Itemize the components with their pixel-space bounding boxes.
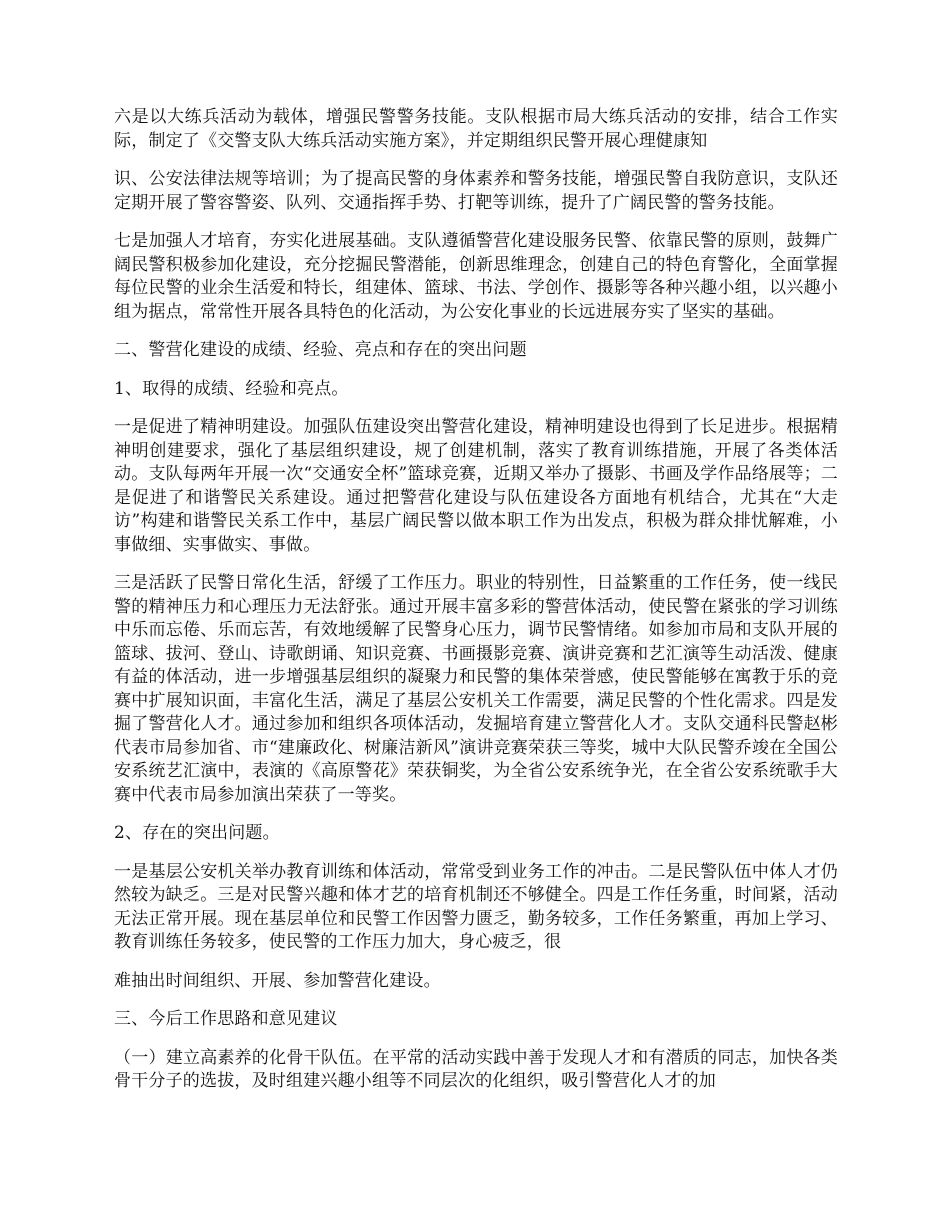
subsection-heading: 2、存在的突出问题。 <box>114 823 280 843</box>
section-heading: 二、警营化建设的成绩、经验、亮点和存在的突出问题 <box>114 340 527 360</box>
paragraph: 识、公安法律法规等培训；为了提高民警的身体素养和警务技能，增强民警自我防意识，支队还定期开展了警容警姿、队列、交通指挥手势、打靶等训练，提升了广阔民警的警务技能。 <box>114 169 838 213</box>
document-body <box>114 106 838 1109</box>
section-heading: 三、今后工作思路和意见建议 <box>114 1009 338 1029</box>
paragraph: （一）建立高素养的化骨干队伍。在平常的活动实践中善于发现人才和有潜质的同志，加快各类骨干分子的选拔，及时组建兴趣小组等不同层次的化组织，吸引警营化人才的加 <box>114 1047 838 1091</box>
paragraph: 六是以大练兵活动为载体，增强民警警务技能。支队根据市局大练兵活动的安排，结合工作实际，制定了《交警支队大练兵活动实施方案》，并定期组织民警开展心理健康知 <box>114 107 838 151</box>
subsection-heading: 1、取得的成绩、经验和亮点。 <box>114 378 349 399</box>
paragraph: 三是活跃了民警日常化生活，舒缓了工作压力。职业的特别性，日益繁重的工作任务，使一线民警的精神压力和心理压力无法舒张。通过开展丰富多彩的警营体活动，使民警在紧张的学习训练中乐而忘倦、乐而忘苦，有效地缓解了民警身心压力，调节民警情绪。如参加市局和支队开展的篮球、拔河、登山、诗歌朗诵、知识竞赛、书画摄影竞赛、演讲竞赛和艺汇演等生动活泼、健康有益的体活动，进一步增强基层组织的凝聚力和民警的集体荣誉感，使民警能够在寓教于乐的竞赛中扩展知识面，丰富化生活，满足了基层公安机关工作需要，满足民警的个性化需求。四是发掘了警营化人才。通过参加和组织各项体活动，发掘培育建立警营化人才。支队交通科民警赵彬代表市局参加省、市“建廉政化、树廉洁新风”演讲竞赛荣获三等奖，城中大队民警乔竣在全国公安系统艺汇演中，表演的《高原警花》荣获铜奖，为全省公安系统争光，在全省公安系统歌手大赛中代表市局参加演出荣获了一等奖。 <box>114 573 838 805</box>
paragraph: 七是加强人才培育，夯实化进展基础。支队遵循警营化建设服务民警、依靠民警的原则，鼓舞广阔民警积极参加化建设，充分挖掘民警潜能，创新思维理念，创建自己的特色育警化，全面掌握每位民警的业余生活爱和特长，组建体、篮球、书法、学创作、摄影等各种兴趣小组，以兴趣小组为据点，常常性开展各具特色的化活动，为公安化事业的长远进展夯实了坚实的基础。 <box>114 231 838 322</box>
paragraph: 一是促进了精神明建设。加强队伍建设突出警营化建设，精神明建设也得到了长足进步。根据精神明创建要求，强化了基层组织建设，规了创建机制，落实了教育训练措施，开展了各类体活动。支队每两年开展一次“交通安全杯”篮球竞赛，近期又举办了摄影、书画及学作品络展等；二是促进了和谐警民关系建设。通过把警营化建设与队伍建设各方面地有机结合，尤其在“大走访”构建和谐警民关系工作中，基层广阔民警以做本职工作为出发点，积极为群众排忧解难，小事做细、实事做实、事做。 <box>114 417 838 555</box>
paragraph: 一是基层公安机关举办教育训练和体活动，常常受到业务工作的冲击。二是民警队伍中体人才仍然较为缺乏。三是对民警兴趣和体才艺的培育机制还不够健全。四是工作任务重，时间紧，活动无法正常开展。现在基层单位和民警工作因警力匮乏，勤务较多，工作任务繁重，再加上学习、教育训练任务较多，使民警的工作压力加大，身心疲乏，很 <box>114 861 838 952</box>
paragraph: 难抽出时间组织、开展、参加警营化建设。 <box>114 970 441 991</box>
